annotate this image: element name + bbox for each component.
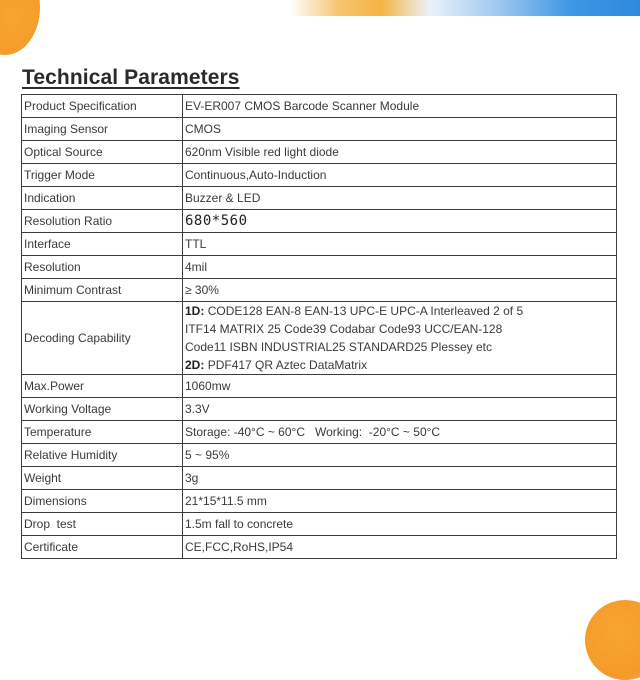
table-row [22,302,617,375]
decoding-1d-prefix: 1D: [185,304,205,318]
row-label: Working Voltage [22,398,183,421]
orange-corner-decoration [0,0,40,55]
table-row [22,398,617,421]
decoding-1d-line: Code11 ISBN INDUSTRIAL25 STANDARD25 Plessey etc [185,340,493,354]
table-row [22,141,617,164]
row-label: Drop test [22,513,183,536]
row-value: 1.5m fall to concrete [183,513,617,536]
row-label: Resolution Ratio [22,210,183,233]
row-value: 620nm Visible red light diode [183,141,617,164]
row-value: 21*15*11.5 mm [183,490,617,513]
row-value: 5 ~ 95% [183,444,617,467]
row-value [183,210,617,233]
table-row [22,279,617,302]
row-label: Certificate [22,536,183,559]
row-label: Optical Source [22,141,183,164]
table-row [22,513,617,536]
row-value: 3.3V [183,398,617,421]
table-row [22,375,617,398]
row-label: Resolution [22,256,183,279]
table-row [22,444,617,467]
row-value: CE,FCC,RoHS,IP54 [183,536,617,559]
row-label: Imaging Sensor [22,118,183,141]
row-label: Max.Power [22,375,183,398]
row-value: EV-ER007 CMOS Barcode Scanner Module [183,95,617,118]
row-label: Minimum Contrast [22,279,183,302]
row-label: Product Specification [22,95,183,118]
resolution-ratio-value: 680*560 [185,213,248,229]
decoding-1d-line: ITF14 MATRIX 25 Code39 Codabar Code93 UCC/EAN-128 [185,322,503,336]
row-label: Relative Humidity [22,444,183,467]
row-value: Storage: -40°C ~ 60°C Working: -20°C ~ 50°C [183,421,617,444]
table-row [22,421,617,444]
row-value: TTL [183,233,617,256]
row-value: 3g [183,467,617,490]
row-label: Interface [22,233,183,256]
row-label: Decoding Capability [22,302,183,375]
row-label: Dimensions [22,490,183,513]
table-row [22,256,617,279]
table-row [22,210,617,233]
gradient-banner-decoration [290,0,640,16]
row-label: Temperature [22,421,183,444]
row-value: CMOS [183,118,617,141]
row-value: 1060mw [183,375,617,398]
row-label: Indication [22,187,183,210]
decoding-2d-text: PDF417 QR Aztec DataMatrix [207,358,368,372]
table-row [22,490,617,513]
row-value: ≥ 30% [183,279,617,302]
decoding-1d-text: CODE128 EAN-8 EAN-13 UPC-E UPC-A Interleaved 2 of 5 [207,304,524,318]
table-row [22,233,617,256]
row-label: Trigger Mode [22,164,183,187]
decoding-1d-line [185,302,614,320]
spec-table [21,94,617,559]
orange-corner-decoration-bottom [585,600,640,680]
row-value: Buzzer & LED [183,187,617,210]
table-row [22,536,617,559]
decoding-2d-prefix: 2D: [185,358,205,372]
row-value: Continuous,Auto-Induction [183,164,617,187]
table-row [22,118,617,141]
table-row [22,95,617,118]
row-value: 4mil [183,256,617,279]
table-row [22,467,617,490]
table-row [22,187,617,210]
decoding-2d-line [185,356,614,374]
decoding-capability-value [183,302,617,375]
page-title: Technical Parameters [22,66,240,89]
table-row [22,164,617,187]
row-label: Weight [22,467,183,490]
